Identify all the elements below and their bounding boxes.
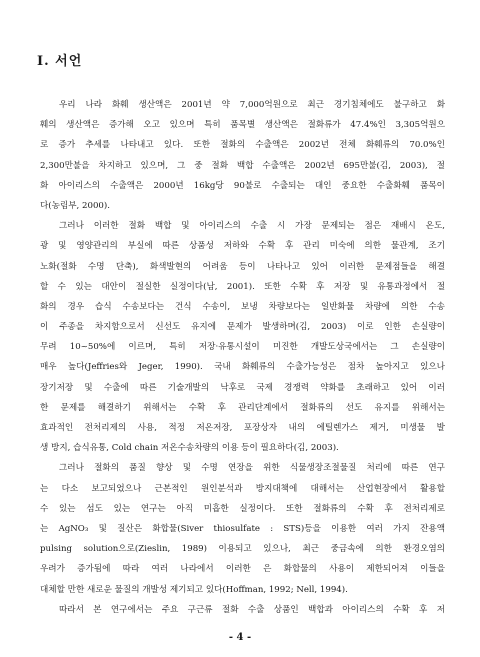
- text-line: pulsing solution으로(Zieslin, 1989) 이용되고 있으나, 최근 중금속에 의한 환경오염의: [40, 544, 445, 555]
- text-line: 따라서 본 연구에서는 주요 구근류 절화 수출 상품인 백합과 아이리스의 수확 후 저: [59, 604, 445, 615]
- page-number: - 4 -: [228, 632, 252, 643]
- text-line: 다(농림부, 2000).: [40, 200, 110, 211]
- paragraph: [40, 95, 445, 216]
- text-line: 우리 나라 화훼 생산액은 2001년 약 7,000억원으로 최근 경기침체에도 불구하고 화: [59, 100, 445, 110]
- text-line: 훼의 생산액은 증가해 오고 있으며 특히 품목별 생산액은 절화류가 47.4%인 3,305억원으: [40, 120, 445, 131]
- text-line: 2,300만불을 차지하고 있으며, 그 중 절화 백합 수출액은 2002년 695만불(김, 2003), 절: [40, 160, 445, 171]
- section-heading: Ⅰ. 서언: [37, 54, 83, 69]
- text-line: 노화(절화 수명 단축), 화색발현의 어려움 등이 나타나고 있어 이러한 문제점들을 해결: [40, 261, 445, 272]
- body-text: [40, 95, 445, 620]
- paragraph: [40, 216, 445, 458]
- text-line: 매우 높다(Jeffries와 Jeger, 1990). 국내 화훼류의 수출가능성은 점차 높아지고 있으나: [40, 362, 445, 373]
- text-line: 한 문제를 해결하기 위해서는 수확 후 관리단계에서 절화류의 선도 유지를 위해서는: [40, 402, 445, 413]
- text-line: 장기저장 및 수출에 따른 기술개발의 낙후로 국제 경쟁력 약화를 초래하고 있어 이러: [40, 382, 445, 393]
- text-line: 광 및 영양관리의 부실에 따른 상품성 저하와 수확 후 관리 미숙에 의한 물관계, 조기: [40, 241, 445, 252]
- text-line: 무려 10~50%에 이르며, 특히 저장·유통시설이 미진한 개발도상국에서는 그 손실량이: [40, 342, 445, 353]
- text-line: 생 방지, 습식유통, Cold chain 저온수송차량의 이용 등이 필요하다(김, 2003).: [40, 443, 339, 454]
- text-line: 로 증가 추세를 나타내고 있다. 또한 절화의 수출액은 2002년 전체 화훼류의 70.0%인: [40, 140, 445, 151]
- text-line: 수 있는 섬도 있는 연구는 아직 미흡한 실정이다. 또한 절화류의 수확 후 전처리제로: [40, 503, 445, 514]
- text-line: 는 AgNO₃ 및 질산은 화합물(Siver thiosulfate : STS)등을 이용한 여러 가지 잔용액: [40, 523, 445, 534]
- text-line: 그러나 이러한 절화 백합 및 아이리스의 수출 시 가장 문제되는 점은 재배시 온도,: [59, 221, 445, 232]
- text-line: 는 다소 보고되었으나 근본적인 원인분석과 방지대책에 대해서는 산업현장에서 활용할: [40, 483, 445, 494]
- paragraph: [40, 458, 445, 599]
- text-line: 대체할 만한 새로운 물질의 개발성 제기되고 있다(Hoffman, 1992; Nell, 1994).: [40, 584, 348, 595]
- text-line: 그러나 절화의 품질 향상 및 수명 연장을 위한 식물생장조절물질 처리에 따른 연구: [59, 463, 445, 474]
- text-line: 화 아이리스의 수출액은 2000년 16kg당 90불로 수출되는 대인 중요한 수출화훼 품목이: [40, 180, 445, 191]
- text-line: 이 주종을 차지함으로서 신선도 유지에 문제가 발생하며(김, 2003) 이로 인한 손실량이: [40, 322, 445, 333]
- paragraph: [40, 600, 445, 620]
- text-line: 할 수 있는 대안이 절실한 실정이다(남, 2001). 또한 수확 후 저장 및 유통과정에서 절: [40, 281, 445, 292]
- text-line: 효과적인 전처리제의 사용, 적정 저온저장, 포장상자 내의 에틸렌가스 제거, 미생물 발: [40, 423, 445, 433]
- text-line: 화의 경우 습식 수송보다는 건식 수송이, 보냉 차량보다는 일반화물 차량에 의한 수송: [40, 301, 445, 312]
- text-line: 우려가 증가됨에 따라 여러 나라에서 이러한 은 화합물의 사용이 제한되어져 이들을: [40, 564, 445, 575]
